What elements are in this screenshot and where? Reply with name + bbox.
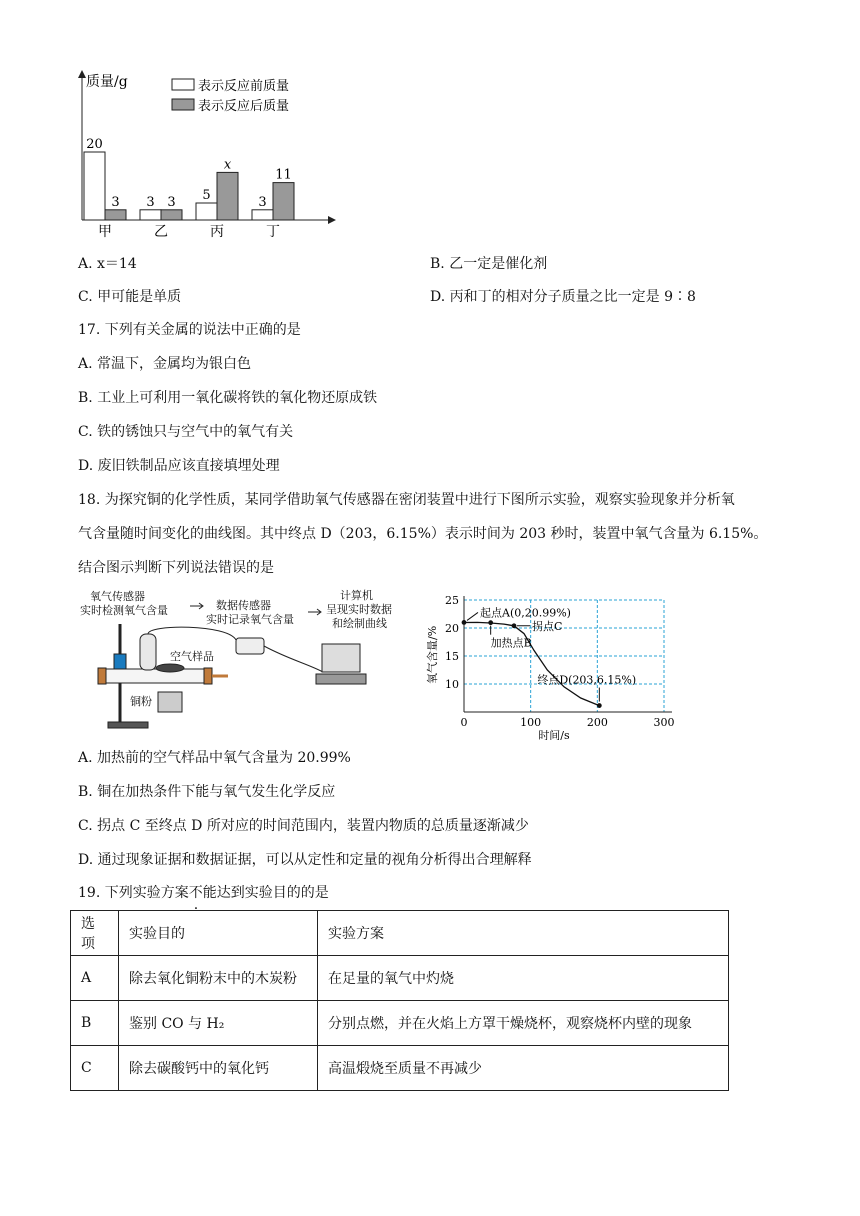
table-row: [71, 1046, 729, 1091]
oxygen-sensor: [140, 634, 156, 670]
q17-option-b: B. 工业上可利用一氧化碳将铁的氧化物还原成铁: [78, 390, 378, 406]
annotation-point: [512, 623, 517, 628]
bar-data-label: 3: [167, 194, 176, 210]
x-axis-label: 时间/s: [538, 729, 570, 740]
q17-option-a: A. 常温下，金属均为银白色: [78, 356, 252, 372]
category-label: 丁: [266, 224, 280, 240]
table-cell: 在足量的氧气中灼烧: [318, 956, 729, 1001]
annotation-point: [462, 620, 467, 625]
table-header-cell: 实验目的: [119, 911, 318, 956]
computer-monitor: [322, 644, 360, 672]
pc-cable: [264, 646, 323, 672]
table-cell: A: [71, 956, 119, 1001]
sensor-label-2: 实时检测氧气含量: [80, 604, 168, 617]
q16-option-b: B. 乙一定是催化剂: [430, 256, 548, 272]
annotation-arrow: [467, 612, 478, 620]
table-row: [71, 1001, 729, 1046]
stand-base: [108, 722, 148, 728]
alcohol-lamp: [158, 692, 182, 712]
bar: [105, 210, 126, 220]
data-sensor-box: [236, 638, 264, 654]
y-tick-label: 20: [445, 622, 459, 635]
annotation-point: [488, 620, 493, 625]
q19-stem: [78, 883, 329, 903]
category-label: 甲: [98, 224, 112, 240]
bar-data-label: 3: [258, 194, 267, 210]
table-header-row: [71, 911, 729, 956]
category-label: 丙: [210, 224, 224, 240]
reaction-tube: [100, 669, 210, 683]
copper-powder: [156, 664, 184, 672]
bar: [84, 152, 105, 220]
q18-option-d: D. 通过现象证据和数据证据，可以从定性和定量的视角分析得出合理解释: [78, 852, 532, 868]
annotation-label: 起点A(0,20.99%): [480, 606, 571, 620]
table-header-cell: 实验方案: [318, 911, 729, 956]
y-tick-label: 10: [445, 678, 459, 691]
bar-data-label: 20: [86, 137, 103, 152]
table-cell: 高温煅烧至质量不再减少: [318, 1046, 729, 1091]
bar-data-label: x: [223, 157, 232, 173]
bar: [161, 210, 182, 220]
table-cell: 鉴别 CO 与 H₂: [119, 1001, 318, 1046]
apparatus-diagram: [78, 584, 423, 734]
legend-before-swatch: [172, 79, 194, 90]
copper-powder-label: 铜粉: [130, 695, 152, 708]
y-axis-label: 氧气含量/%: [426, 625, 439, 684]
y-tick-label: 25: [445, 594, 459, 607]
q18-option-c: C. 拐点 C 至终点 D 所对应的时间范围内，装置内物质的总质量逐渐减少: [78, 818, 529, 834]
data-sensor-label-2: 实时记录氧气含量: [206, 613, 294, 626]
q18-option-b: B. 铜在加热条件下能与氧气发生化学反应: [78, 784, 336, 800]
q19-table: [70, 910, 729, 1091]
bar: [217, 172, 238, 220]
q18-stem-line1: 18. 为探究铜的化学性质，某同学借助氧气传感器在密闭装置中进行下图所示实验，观察实验现象并分析氧: [78, 492, 735, 508]
pc-label-2: 呈现实时数据: [326, 603, 392, 616]
table-cell: 分别点燃，并在火焰上方罩干燥烧杯，观察烧杯内壁的现象: [318, 1001, 729, 1046]
annotation-label: 终点D(203,6.15%): [537, 673, 637, 687]
computer-keyboard: [316, 674, 366, 684]
table-cell: B: [71, 1001, 119, 1046]
tube-end-left: [98, 668, 106, 684]
q18-stem-line3: 结合图示判断下列说法错误的是: [78, 560, 274, 576]
sensor-label-1: 氧气传感器: [90, 590, 145, 603]
tube-end-right: [204, 668, 212, 684]
bar-data-label: 5: [202, 188, 211, 203]
bar-data-label: 3: [146, 194, 155, 210]
bar-chart-y-label: 质量/g: [86, 74, 128, 90]
annotation-point: [597, 703, 602, 708]
bar: [196, 203, 217, 220]
x-tick-label: 200: [586, 716, 608, 729]
air-sample-label: 空气样品: [170, 650, 214, 663]
oxygen-curve: [464, 622, 599, 705]
q16-option-d: D. 丙和丁的相对分子质量之比一定是 9∶8: [430, 289, 696, 305]
annotation-label: 加热点B: [490, 636, 532, 650]
q16-option-c: C. 甲可能是单质: [78, 289, 182, 305]
bar: [273, 183, 294, 220]
x-tick-label: 300: [653, 716, 675, 729]
bar: [140, 210, 161, 220]
annotation-label: 拐点C: [532, 619, 563, 633]
x-tick-label: 0: [460, 716, 468, 729]
q17-stem: 17. 下列有关金属的说法中正确的是: [78, 322, 301, 338]
q19-stem-emphasis: 不: [188, 885, 203, 901]
table-cell: 除去碳酸钙中的氧化钙: [119, 1046, 318, 1091]
q19-stem-pre: 19. 下列实验方案: [78, 885, 189, 901]
data-sensor-label-1: 数据传感器: [216, 599, 271, 612]
q18-stem-line2: 气含量随时间变化的曲线图。其中终点 D（203，6.15%）表示时间为 203 秒时，装置中氧气含量为 6.15%。: [78, 526, 768, 542]
legend-after-swatch: [172, 99, 194, 110]
bar-data-label: 11: [275, 167, 292, 183]
table-cell: 除去氧化铜粉末中的木炭粉: [119, 956, 318, 1001]
bar-data-label: 3: [111, 194, 120, 210]
mass-bar-chart: [70, 68, 340, 240]
table-header-cell: 选项: [71, 911, 119, 956]
x-tick-label: 100: [520, 716, 542, 729]
y-axis-arrow: [78, 70, 86, 78]
q19-stem-post: 能达到实验目的的是: [202, 885, 329, 901]
oxygen-content-chart: [422, 590, 692, 740]
y-tick-label: 15: [445, 650, 459, 663]
pc-label-3: 和绘制曲线: [332, 617, 387, 630]
q18-option-a: A. 加热前的空气样品中氧气含量为 20.99%: [78, 750, 351, 766]
category-label: 乙: [154, 224, 168, 240]
bar: [252, 210, 273, 220]
table-cell: C: [71, 1046, 119, 1091]
q17-option-c: C. 铁的锈蚀只与空气中的氧气有关: [78, 424, 294, 440]
q16-option-a: A. x＝14: [78, 256, 137, 272]
legend-after-label: 表示反应后质量: [198, 99, 290, 114]
legend-before-label: 表示反应前质量: [198, 79, 290, 94]
table-row: [71, 956, 729, 1001]
clamp: [114, 654, 126, 670]
pc-label-1: 计算机: [340, 589, 373, 602]
q17-option-d: D. 废旧铁制品应该直接填埋处理: [78, 458, 280, 474]
x-axis-arrow: [328, 216, 336, 224]
sensor-cable: [148, 627, 236, 640]
